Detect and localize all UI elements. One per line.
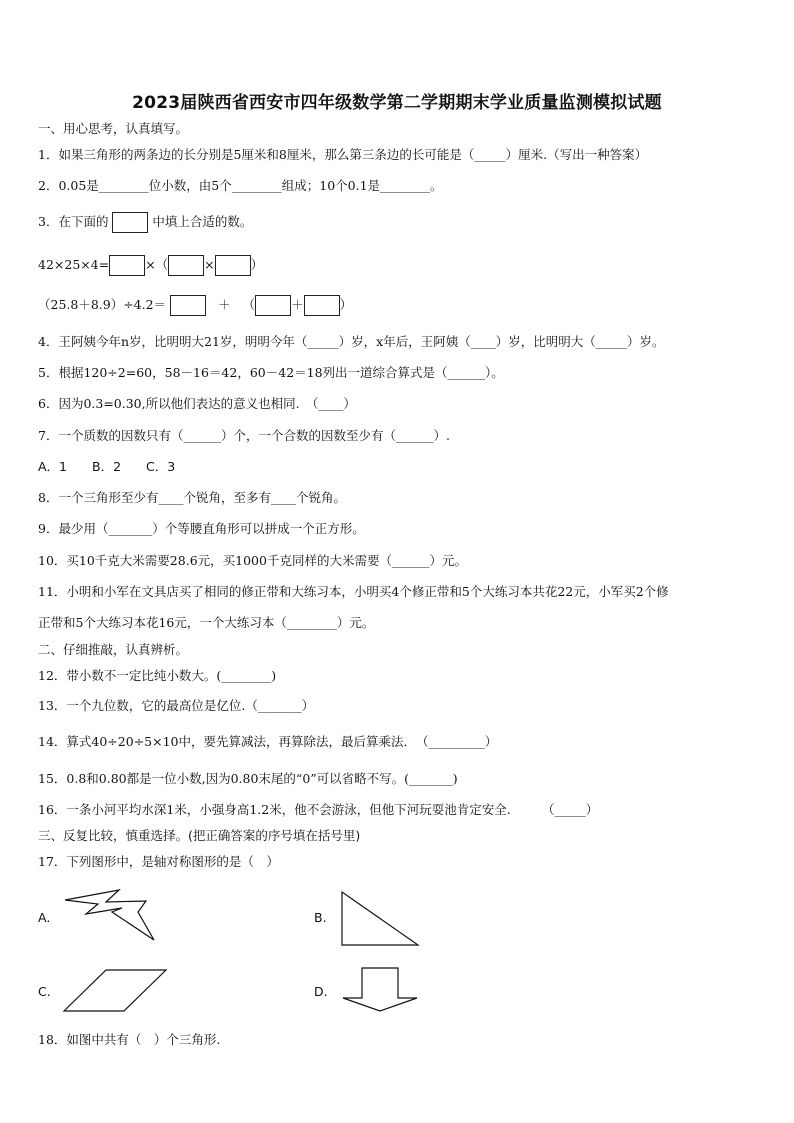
- question-13: 13．一个九位数，它的最高位是亿位.（_______）: [38, 698, 315, 713]
- question-4: 4．王阿姨今年n岁，比明明大21岁，明明今年（_____）岁，x年后，王阿姨（____）岁，比明明大（_____）岁。: [38, 334, 665, 349]
- option-b-label[interactable]: B.: [314, 910, 327, 925]
- question-3-line-1: [38, 255, 263, 276]
- answer-box[interactable]: [170, 295, 206, 316]
- question-3: [38, 212, 252, 233]
- expr-text: ＋: [218, 297, 231, 312]
- expr-text: ）: [339, 297, 353, 312]
- question-5: 5．根据120÷2=60，58－16＝42，60－42＝18列出一道综合算式是（______）。: [38, 365, 504, 380]
- question-11-line-1: 11．小明和小军在文具店买了相同的修正带和大练习本，小明买4个修正带和5个大练习本共花22元，小军买2个修: [38, 584, 669, 599]
- expr-text: ×: [204, 257, 215, 272]
- question-6: 6．因为0.3=0.30,所以他们表达的意义也相同. （____）: [38, 396, 356, 411]
- answer-box[interactable]: [112, 212, 148, 233]
- option-a-label[interactable]: A.: [38, 910, 51, 925]
- section-2-heading: 二、仔细推敲，认真辨析。: [38, 642, 189, 657]
- section-1-heading: 一、用心思考，认真填写。: [38, 121, 189, 136]
- option-c-label[interactable]: C.: [38, 984, 51, 999]
- question-7: 7．一个质数的因数只有（______）个，一个合数的因数至少有（______）.: [38, 428, 450, 443]
- option-d-label[interactable]: D.: [314, 984, 328, 999]
- expr-text: 42×25×4=: [38, 257, 110, 272]
- answer-box[interactable]: [215, 255, 251, 276]
- expr-text: ＋: [291, 297, 304, 312]
- expr-text: （25.8＋8.9）÷4.2＝: [38, 297, 167, 312]
- lightning-shape: [62, 888, 157, 944]
- question-11-line-2: 正带和5个大练习本花16元，一个大练习本（________）元。: [38, 615, 375, 630]
- question-15: 15．0.8和0.80都是一位小数,因为0.80末尾的“0”可以省略不写。(_______): [38, 771, 458, 786]
- parallelogram-shape: [62, 968, 170, 1014]
- question-16: 16．一条小河平均水深1米，小强身高1.2米，他不会游泳，但他下河玩耍池肯定安全. （_____）: [38, 802, 599, 817]
- question-9: 9．最少用（_______）个等腰直角形可以拼成一个正方形。: [38, 521, 365, 536]
- page-title: 2023届陕西省西安市四年级数学第二学期期末学业质量监测模拟试题: [132, 93, 662, 113]
- question-1: 1．如果三角形的两条边的长分别是5厘米和8厘米，那么第三条边的长可能是（_____）厘米.（写出一种答案）: [38, 147, 648, 162]
- expr-text: ）: [250, 257, 264, 272]
- section-3-heading: 三、反复比较，慎重选择。(把正确答案的序号填在括号里): [38, 828, 361, 843]
- question-18: 18．如图中共有（ ）个三角形.: [38, 1032, 221, 1047]
- answer-box[interactable]: [168, 255, 204, 276]
- down-arrow-shape: [340, 966, 420, 1014]
- answer-box[interactable]: [109, 255, 145, 276]
- answer-box[interactable]: [255, 295, 291, 316]
- question-8: 8．一个三角形至少有____个锐角，至多有____个锐角。: [38, 490, 346, 505]
- question-7-options: A．1 B．2 C．3: [38, 459, 176, 474]
- question-14: 14．算式40÷20÷5×10中，要先算减法，再算除法，最后算乘法． （_________）: [38, 734, 498, 749]
- expr-text: ×（: [145, 257, 169, 272]
- expr-text: （: [242, 297, 256, 312]
- question-3-text-a: 3．在下面的: [38, 214, 109, 229]
- question-3-line-2: [38, 295, 352, 316]
- question-2: 2．0.05是________位小数，由5个________组成；10个0.1是________。: [38, 178, 443, 193]
- question-12: 12．带小数不一定比纯小数大。(________): [38, 668, 277, 683]
- question-10: 10．买10千克大米需要28.6元，买1000千克同样的大米需要（______）元。: [38, 553, 467, 568]
- answer-box[interactable]: [304, 295, 340, 316]
- question-3-text-b: 中填上合适的数。: [152, 214, 253, 229]
- right-triangle-shape: [340, 890, 422, 948]
- question-17: 17．下列图形中，是轴对称图形的是（ ）: [38, 854, 279, 869]
